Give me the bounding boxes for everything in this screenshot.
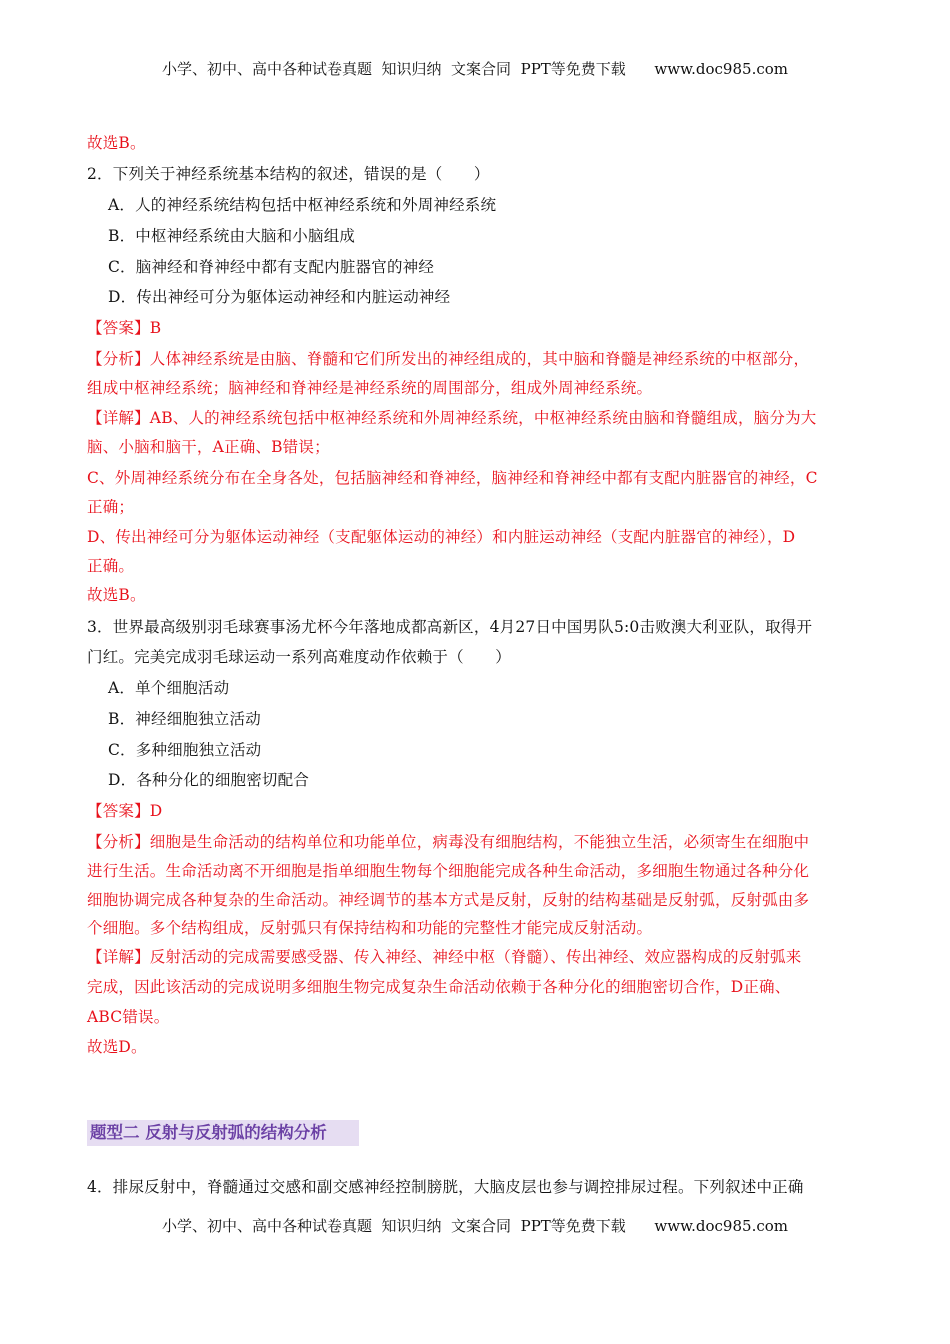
page-footer: 小学、初中、高中各种试卷真题 知识归纳 文案合同 PPT等免费下载 www.doc985.com [161, 1217, 788, 1235]
q2-detail-line: 正确； [87, 498, 135, 516]
q4-stem: 4．排尿反射中，脊髓通过交感和副交感神经控制膀胱，大脑皮层也参与调控排尿过程。下列叙述中正确 [87, 1178, 804, 1196]
q3-stem-line: 3．世界最高级别羽毛球赛事汤尤杯今年落地成都高新区，4月27日中国男队5:0击败澳大利亚队，取得开 [87, 618, 813, 636]
q2-answer: 【答案】B [87, 319, 162, 337]
q2-detail-line: 脑、小脑和脑干，A正确、B错误； [87, 438, 330, 456]
q2-option-d: D．传出神经可分为躯体运动神经和内脏运动神经 [108, 288, 451, 306]
q2-detail-line: 正确。 [87, 557, 135, 575]
q3-detail-line: 【详解】反射活动的完成需要感受器、传入神经、神经中枢（脊髓）、传出神经、效应器构成的反射弧来 [87, 948, 802, 966]
q2-option-a: A．人的神经系统结构包括中枢神经系统和外周神经系统 [108, 196, 497, 214]
q3-detail-line: ABC错误。 [87, 1008, 170, 1026]
q2-analysis-line: 【分析】人体神经系统是由脑、脊髓和它们所发出的神经组成的，其中脑和脊髓是神经系统的中枢部分， [87, 350, 810, 368]
q3-option-b: B．神经细胞独立活动 [108, 710, 261, 728]
q2-option-b: B．中枢神经系统由大脑和小脑组成 [108, 227, 356, 245]
q3-option-d: D．各种分化的细胞密切配合 [108, 771, 310, 789]
q3-analysis-line: 细胞协调完成各种复杂的生命活动。神经调节的基本方式是反射，反射的结构基础是反射弧，反射弧由多 [87, 891, 810, 909]
previous-conclusion: 故选B。 [87, 134, 146, 152]
q2-analysis-line: 组成中枢神经系统；脑神经和脊神经是神经系统的周围部分，组成外周神经系统。 [87, 379, 653, 397]
q3-stem-line: 门红。完美完成羽毛球运动一系列高难度动作依赖于（ ） [87, 648, 511, 666]
page-header: 小学、初中、高中各种试卷真题 知识归纳 文案合同 PPT等免费下载 www.doc985.com [161, 60, 788, 78]
q3-option-c: C．多种细胞独立活动 [108, 741, 262, 759]
q2-detail-line: C、外周神经系统分布在全身各处，包括脑神经和脊神经，脑神经和脊神经中都有支配内脏器官的神经，C [87, 469, 818, 487]
q3-answer: 【答案】D [87, 802, 163, 820]
q3-option-a: A．单个细胞活动 [108, 679, 230, 697]
q2-detail-line: 【详解】AB、人的神经系统包括中枢神经系统和外周神经系统，中枢神经系统由脑和脊髓组成，脑分为大 [87, 409, 817, 427]
q3-detail-line: 完成，因此该活动的完成说明多细胞生物完成复杂生命活动依赖于各种分化的细胞密切合作，D正确、 [87, 978, 791, 996]
q2-conclusion: 故选B。 [87, 586, 146, 604]
q3-analysis-line: 【分析】细胞是生命活动的结构单位和功能单位，病毒没有细胞结构，不能独立生活，必须寄生在细胞中 [87, 833, 810, 851]
q2-option-c: C．脑神经和脊神经中都有支配内脏器官的神经 [108, 258, 435, 276]
section-title-text: 题型二 反射与反射弧的结构分析 [90, 1123, 327, 1142]
q2-detail-line: D、传出神经可分为躯体运动神经（支配躯体运动的神经）和内脏运动神经（支配内脏器官的神经），D [87, 528, 796, 546]
section-title [87, 1120, 359, 1146]
q3-analysis-line: 进行生活。生命活动离不开细胞是指单细胞生物每个细胞能完成各种生命活动，多细胞生物通过各种分化 [87, 862, 810, 880]
q3-analysis-line: 个细胞。多个结构组成，反射弧只有保持结构和功能的完整性才能完成反射活动。 [87, 919, 653, 937]
q3-conclusion: 故选D。 [87, 1038, 147, 1056]
q2-stem: 2．下列关于神经系统基本结构的叙述，错误的是（ ） [87, 165, 490, 183]
